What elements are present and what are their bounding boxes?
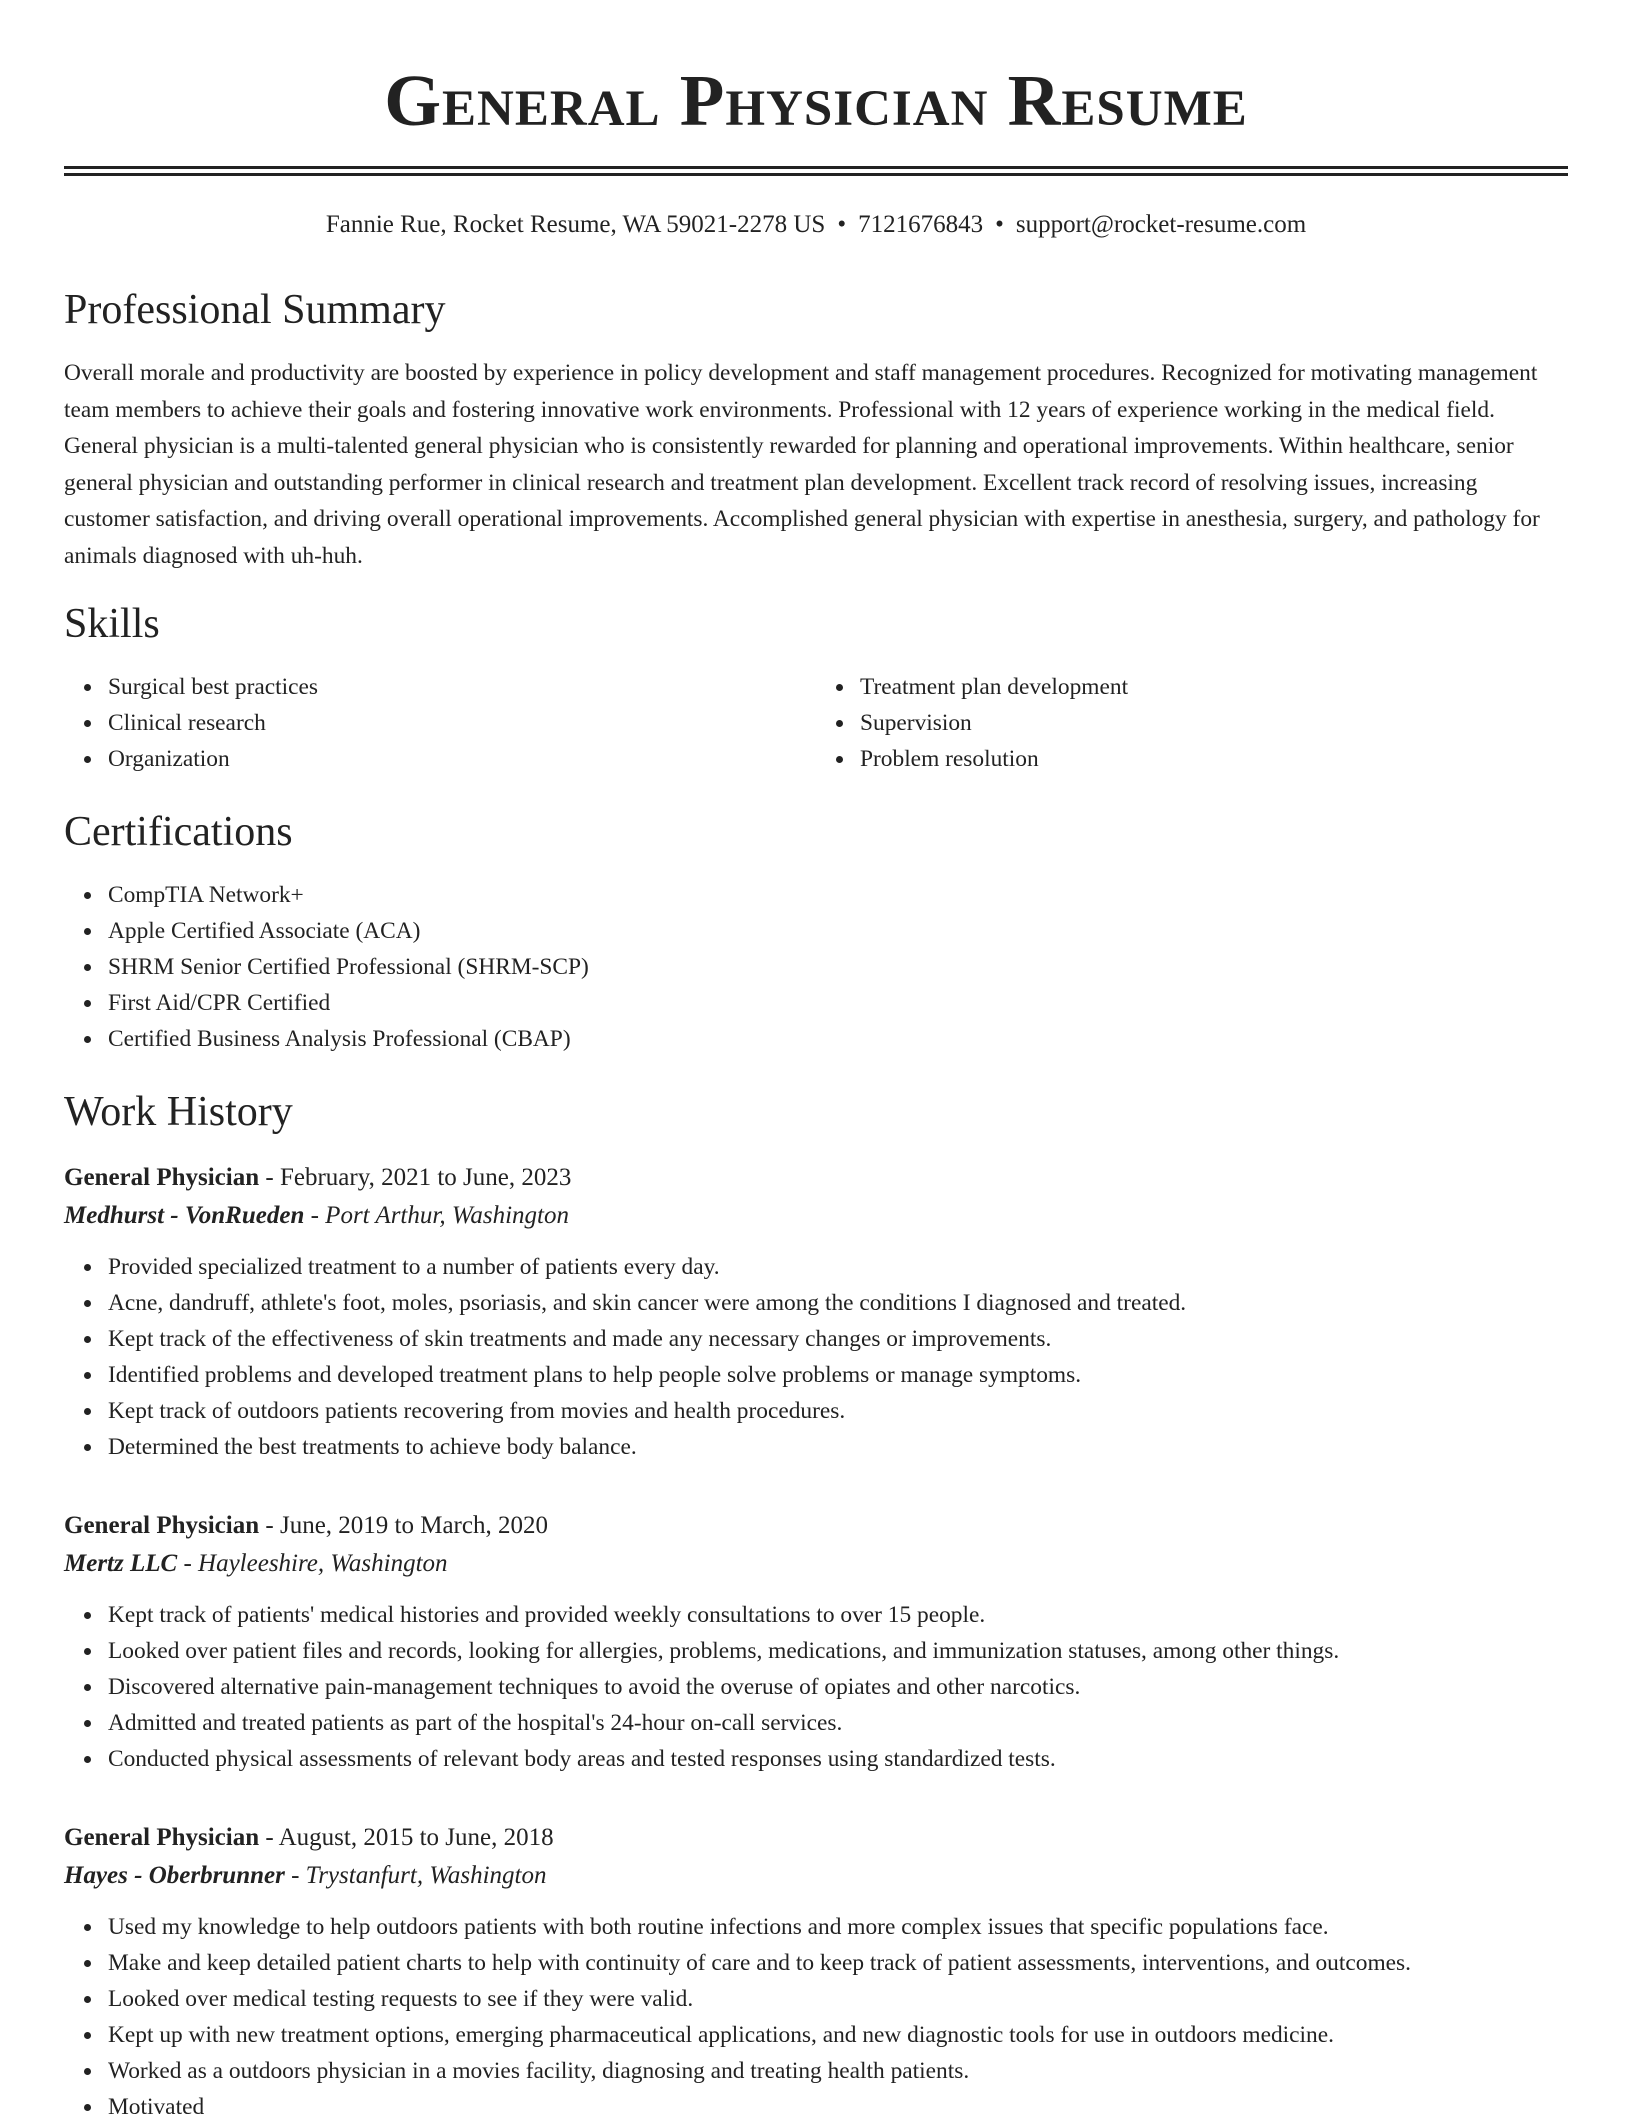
job-entry [64,1159,1568,1465]
job-company: Mertz LLC [64,1550,178,1577]
job-entry [64,1819,1568,2125]
contact-line [64,210,1568,240]
summary-text: Overall morale and productivity are boosted by experience in policy development and staff management procedures. Recognized for motivating management team members to achieve their goals and fostering innovative work environments. Professional with 12 years of experience working in the medical field. General physician is a multi-talented general physician who is consistently rewarded for planning and operational improvements. Within healthcare, senior general physician and outstanding performer in clinical research and treatment plan development. Excellent track record of resolving issues, increasing customer satisfaction, and driving overall operational improvements. Accomplished general physician with expertise in anesthesia, surgery, and pathology for animals diagnosed with uh-huh. [64,360,1540,569]
section-heading-work-history: Work History [64,1089,293,1135]
job-duty: Looked over medical testing requests to see if they were valid. [108,1981,1568,2017]
job-duty: Motivated [108,2089,1568,2125]
job-duty: Kept track of outdoors patients recovering from movies and health procedures. [108,1393,1568,1429]
certification-item: CompTIA Network+ [108,877,1568,913]
section-heading-summary: Professional Summary [64,287,446,333]
contact-separator: • [995,211,1004,238]
job-location: - Trystanfurt, Washington [284,1862,547,1889]
job-duty: Kept track of the effectiveness of skin treatments and made any necessary changes or improvements. [108,1321,1568,1357]
job-duty: Provided specialized treatment to a number of patients every day. [108,1249,1568,1285]
skills-list-left [64,669,816,777]
contact-address: Fannie Rue, Rocket Resume, WA 59021-2278 US [325,211,826,238]
certifications-list [64,877,1568,1057]
skill-item: Surgical best practices [108,669,816,705]
job-duty: Acne, dandruff, athlete's foot, moles, psoriasis, and skin cancer were among the conditions I diagnosed and treated. [108,1285,1568,1321]
job-duty: Worked as a outdoors physician in a movies facility, diagnosing and treating health patients. [108,2053,1568,2089]
job-role: General Physician [64,1164,260,1191]
job-entry [64,1507,1568,1777]
job-dates: - June, 2019 to March, 2020 [259,1512,548,1539]
title-divider [64,166,1568,176]
certification-item: SHRM Senior Certified Professional (SHRM-SCP) [108,949,1568,985]
job-duties-list [64,1249,1568,1465]
contact-separator: • [837,211,847,238]
job-location: - Port Arthur, Washington [304,1202,569,1229]
job-title-line [64,1507,1568,1545]
certification-item: Apple Certified Associate (ACA) [108,913,1568,949]
job-duty: Kept up with new treatment options, emerging pharmaceutical applications, and new diagnostic tools for use in outdoors medicine. [108,2017,1568,2053]
skill-item: Treatment plan development [860,669,1568,705]
certification-item: Certified Business Analysis Professional (CBAP) [108,1021,1568,1057]
job-location: - Hayleeshire, Washington [177,1550,448,1577]
skills-list-right [816,669,1568,777]
job-role: General Physician [64,1824,260,1851]
contact-phone: 7121676843 [858,211,984,238]
job-duties-list [64,1909,1568,2125]
job-company: Medhurst - VonRueden [64,1202,305,1229]
job-duty: Looked over patient files and records, looking for allergies, problems, medications, and immunization statuses, among other things. [108,1633,1568,1669]
section-heading-skills: Skills [64,601,160,647]
skill-item: Supervision [860,705,1568,741]
job-duties-list [64,1597,1568,1777]
job-duty: Conducted physical assessments of relevant body areas and tested responses using standardized tests. [108,1741,1568,1777]
contact-email: support@rocket-resume.com [1015,211,1307,238]
skill-item: Problem resolution [860,741,1568,777]
page-title: General Physician Resume [384,60,1248,141]
job-company: Hayes - Oberbrunner [64,1862,285,1889]
job-duty: Discovered alternative pain-management techniques to avoid the overuse of opiates and other narcotics. [108,1669,1568,1705]
skill-item: Organization [108,741,816,777]
job-company-line [64,1857,1568,1895]
job-duty: Determined the best treatments to achieve body balance. [108,1429,1568,1465]
job-company-line [64,1197,1568,1235]
job-title-line [64,1159,1568,1197]
job-duty: Kept track of patients' medical histories and provided weekly consultations to over 15 people. [108,1597,1568,1633]
job-dates: - August, 2015 to June, 2018 [259,1824,554,1851]
job-dates: - February, 2021 to June, 2023 [259,1164,572,1191]
section-heading-certifications: Certifications [64,809,293,855]
job-company-line [64,1545,1568,1583]
job-duty: Identified problems and developed treatment plans to help people solve problems or manage symptoms. [108,1357,1568,1393]
skill-item: Clinical research [108,705,816,741]
job-duty: Used my knowledge to help outdoors patients with both routine infections and more complex issues that specific populations face. [108,1909,1568,1945]
skills-grid [64,669,1568,777]
job-title-line [64,1819,1568,1857]
certification-item: First Aid/CPR Certified [108,985,1568,1021]
job-duty: Make and keep detailed patient charts to help with continuity of care and to keep track of patient assessments, interventions, and outcomes. [108,1945,1568,1981]
job-role: General Physician [64,1512,260,1539]
job-duty: Admitted and treated patients as part of the hospital's 24-hour on-call services. [108,1705,1568,1741]
